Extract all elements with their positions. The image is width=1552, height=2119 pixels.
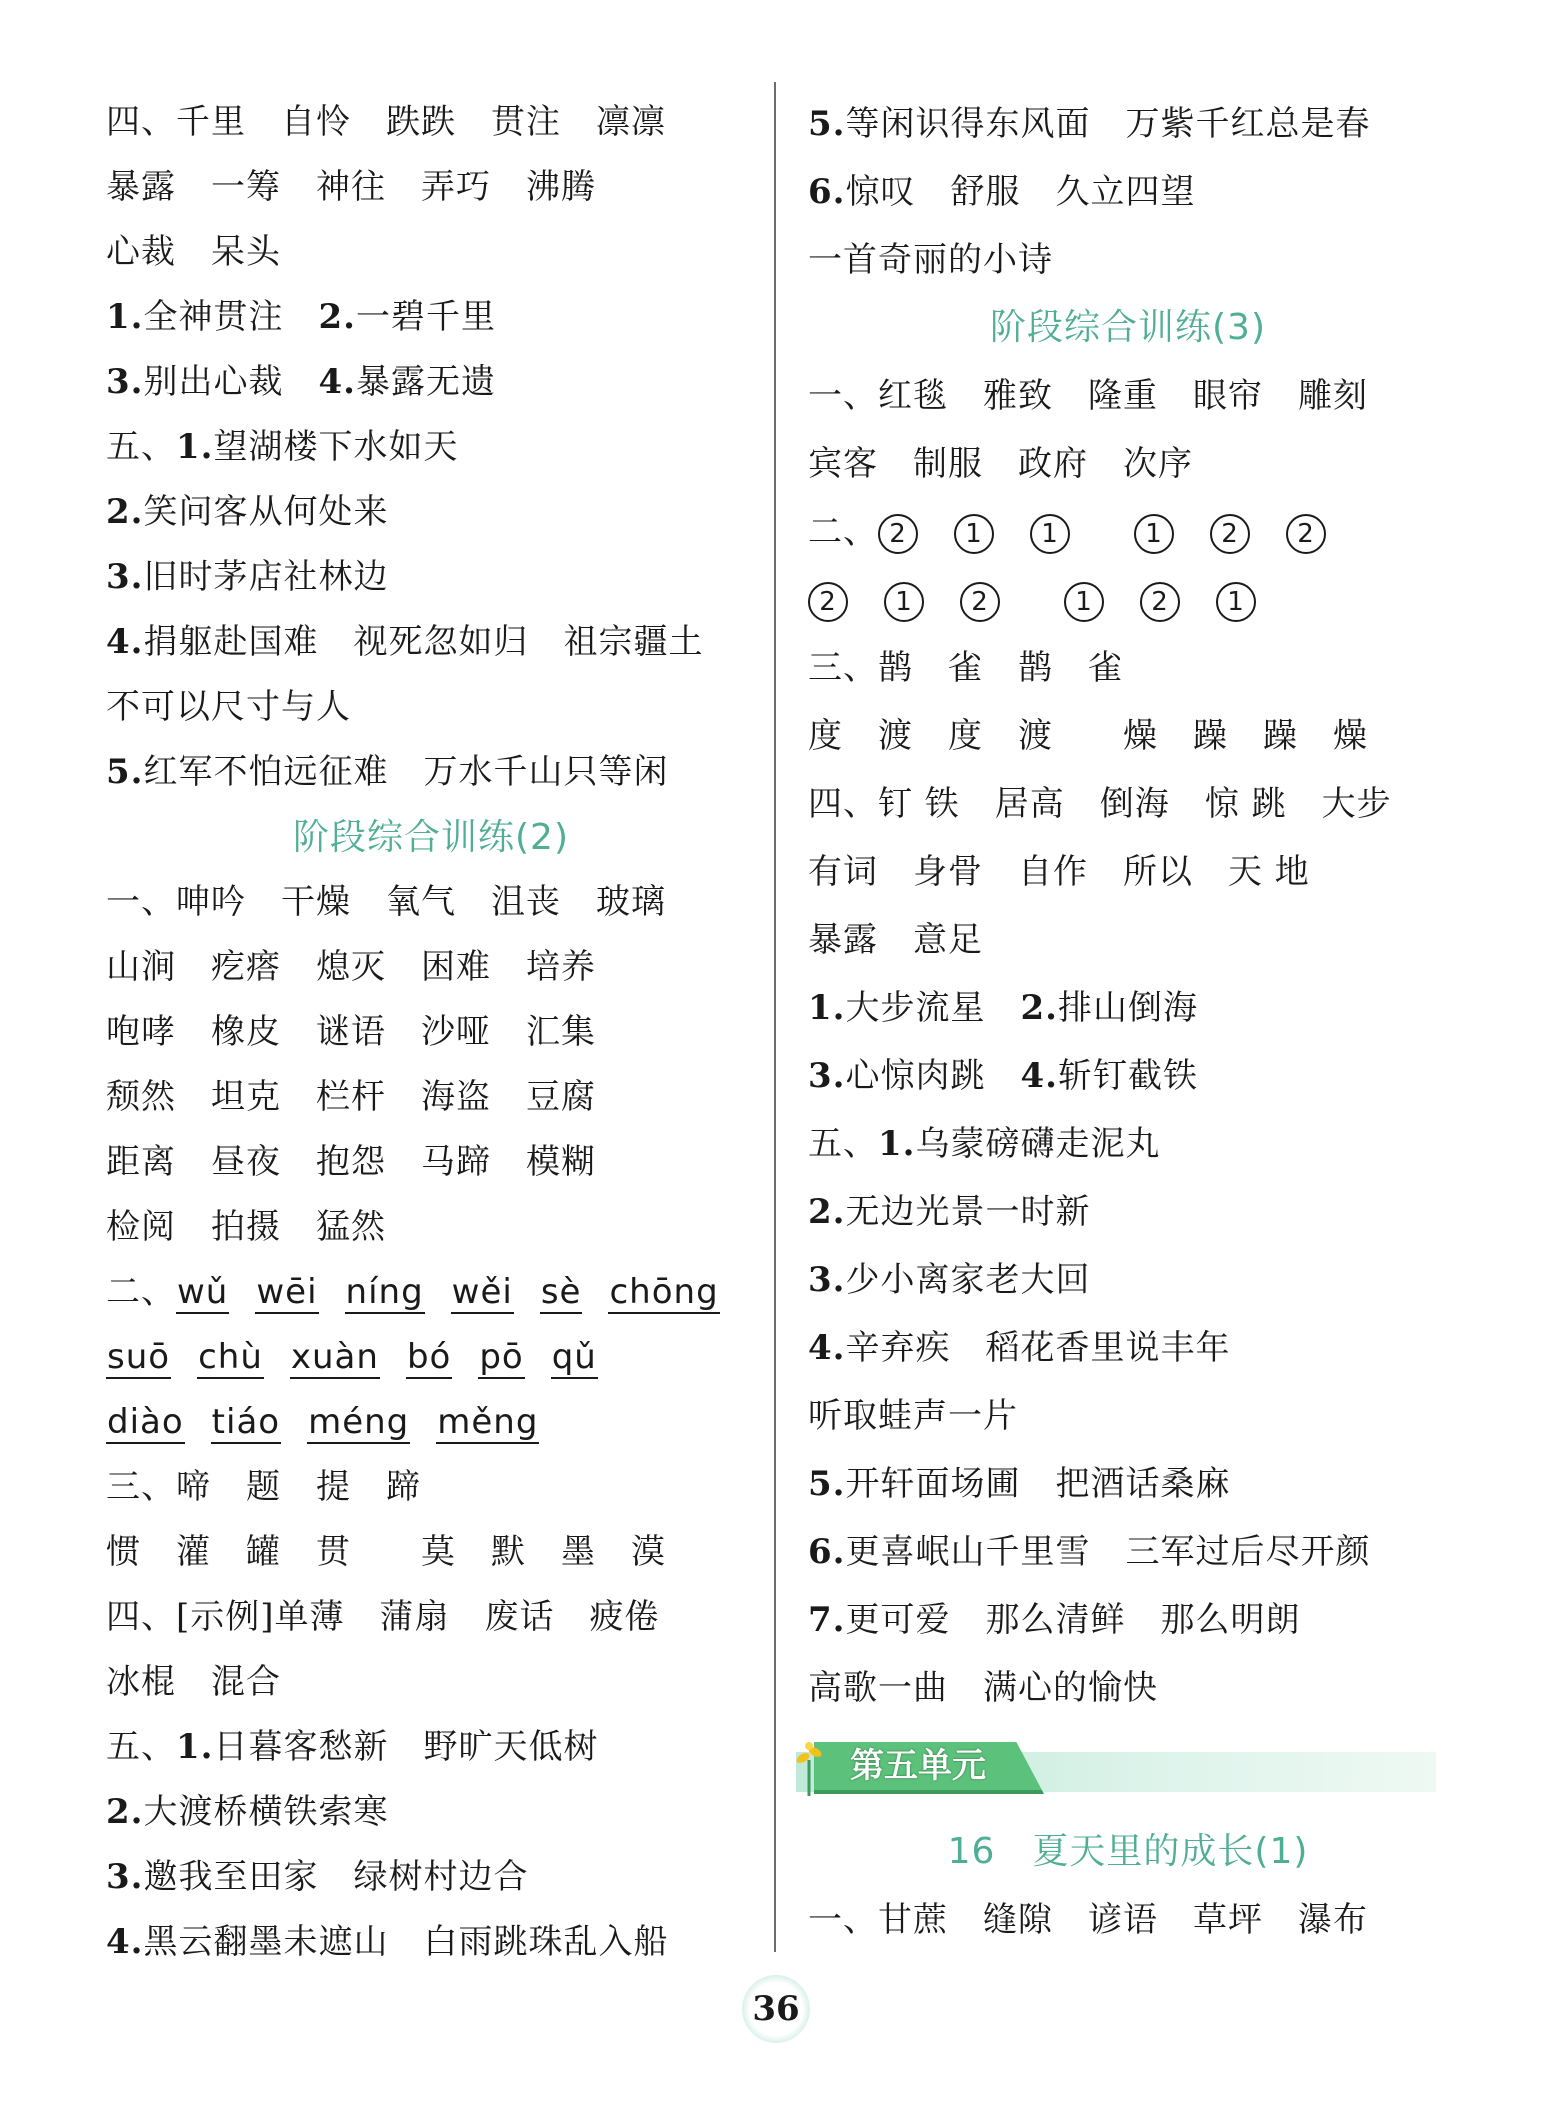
pinyin: tiáo xyxy=(211,1402,281,1442)
answer-line: 度 渡 度 渡 燥 躁 躁 燥 xyxy=(808,716,1368,756)
answer-line: 3.邀我至田家 绿树村边合 xyxy=(106,1857,529,1897)
answer-line: 四、钉 铁 居高 倒海 惊 跳 大步 xyxy=(808,784,1392,824)
section-heading-3: 阶段综合训练(3) xyxy=(990,307,1266,348)
pinyin: méng xyxy=(308,1402,410,1442)
sprout-icon xyxy=(796,1738,822,1798)
pinyin: chù xyxy=(198,1337,263,1377)
unit-title: 第五单元 xyxy=(850,1746,986,1786)
pinyin: suō xyxy=(107,1337,171,1377)
answer-line: 4.黑云翻墨未遮山 白雨跳珠乱入船 xyxy=(106,1922,669,1962)
answer-line: 4.捐躯赴国难 视死忽如归 祖宗疆土 xyxy=(106,622,704,662)
answer-line: 暴露 一筹 神往 弄巧 沸腾 xyxy=(106,167,596,207)
answer-line: 4.辛弃疾 稻花香里说丰年 xyxy=(808,1328,1231,1368)
pinyin: wǔ xyxy=(177,1272,229,1312)
answer-line: 检阅 拍摄 猛然 xyxy=(106,1207,386,1247)
answer-line: 三、鹊 雀 鹊 雀 xyxy=(808,648,1123,688)
circled-number-row xyxy=(808,566,1448,634)
answer-line: 5.开轩面场圃 把酒话桑麻 xyxy=(808,1464,1231,1504)
right-column xyxy=(808,90,1448,1954)
pinyin: pō xyxy=(479,1337,524,1377)
answer-line: 颓然 坦克 栏杆 海盗 豆腐 xyxy=(106,1077,596,1117)
page-number: 36 xyxy=(742,1975,810,2043)
answer-line: 一、甘蔗 缝隙 谚语 草坪 瀑布 xyxy=(808,1900,1368,1940)
answer-line: 四、[示例]单薄 蒲扇 废话 疲倦 xyxy=(106,1597,660,1637)
pinyin: měng xyxy=(437,1402,539,1442)
answer-line: 四、千里 自怜 跌跌 贯注 凛凛 xyxy=(106,102,666,142)
answer-line: 五、1.日暮客愁新 野旷天低树 xyxy=(106,1727,599,1767)
pinyin: wēi xyxy=(256,1272,318,1312)
answer-line: 2.大渡桥横铁索寒 xyxy=(106,1792,389,1832)
pinyin: níng xyxy=(345,1272,424,1312)
answer-line: 高歌一曲 满心的愉快 xyxy=(808,1668,1158,1708)
pinyin: bó xyxy=(406,1337,452,1377)
answer-line: 心裁 呆头 xyxy=(106,232,281,272)
answer-line: 距离 昼夜 抱怨 马蹄 模糊 xyxy=(106,1142,596,1182)
answer-line: 7.更可爱 那么清鲜 那么明朗 xyxy=(808,1600,1301,1640)
section-heading-2: 阶段综合训练(2) xyxy=(293,817,569,858)
circled-number: 2 xyxy=(878,514,918,554)
circled-number: 2 xyxy=(1286,514,1326,554)
answer-line: 2.笑问客从何处来 xyxy=(106,492,389,532)
answer-line: 2.无边光景一时新 xyxy=(808,1192,1091,1232)
answer-line: 五、1.乌蒙磅礴走泥丸 xyxy=(808,1124,1161,1164)
answer-line: 1.全神贯注 2.一碧千里 xyxy=(106,297,496,337)
lesson-title: 16 夏天里的成长(1) xyxy=(947,1831,1309,1872)
answer-line: 冰棍 混合 xyxy=(106,1662,281,1702)
answer-line: 1.大步流星 2.排山倒海 xyxy=(808,988,1198,1028)
answer-line: 惯 灌 罐 贯 莫 默 墨 漠 xyxy=(106,1532,666,1572)
pinyin: wěi xyxy=(451,1272,513,1312)
pinyin: diào xyxy=(107,1402,184,1442)
circled-number: 1 xyxy=(1216,582,1256,622)
left-column xyxy=(106,90,756,1975)
answer-line: 听取蛙声一片 xyxy=(808,1396,1018,1436)
circled-number: 2 xyxy=(1140,582,1180,622)
answer-line: 有词 身骨 自作 所以 天 地 xyxy=(808,852,1310,892)
circled-number: 1 xyxy=(1030,514,1070,554)
circled-number: 1 xyxy=(1064,582,1104,622)
answer-line: 3.别出心裁 4.暴露无遗 xyxy=(106,362,496,402)
answer-line: 5.红军不怕远征难 万水千山只等闲 xyxy=(106,752,669,792)
answer-line: 咆哮 橡皮 谜语 沙哑 汇集 xyxy=(106,1012,596,1052)
answer-line: 6.更喜岷山千里雪 三军过后尽开颜 xyxy=(808,1532,1371,1572)
circled-number: 1 xyxy=(884,582,924,622)
answer-line: 3.心惊肉跳 4.斩钉截铁 xyxy=(808,1056,1198,1096)
pinyin: qǔ xyxy=(551,1337,597,1377)
circled-number: 2 xyxy=(808,582,848,622)
answer-line: 五、1.望湖楼下水如天 xyxy=(106,427,459,467)
pinyin-row: 二、wǔ wēi níng wěi sè chōng xyxy=(106,1272,719,1312)
circled-number-row: 二、 2 1 1 1 2 2 xyxy=(808,498,1448,566)
unit-banner xyxy=(796,1738,1436,1804)
answer-line: 5.等闲识得东风面 万紫千红总是春 xyxy=(808,104,1371,144)
circled-number: 2 xyxy=(960,582,1000,622)
pinyin: chōng xyxy=(609,1272,719,1312)
pinyin-row xyxy=(106,1390,756,1455)
answer-line: 宾客 制服 政府 次序 xyxy=(808,444,1193,484)
answer-line: 一、呻吟 干燥 氧气 沮丧 玻璃 xyxy=(106,882,666,922)
answer-line: 一首奇丽的小诗 xyxy=(808,240,1053,280)
answer-line: 山涧 疙瘩 熄灭 困难 培养 xyxy=(106,947,596,987)
answer-line: 3.旧时茅店社林边 xyxy=(106,557,389,597)
circled-number: 2 xyxy=(1210,514,1250,554)
answer-line: 一、红毯 雅致 隆重 眼帘 雕刻 xyxy=(808,376,1368,416)
column-divider xyxy=(774,82,776,1952)
circled-number: 1 xyxy=(954,514,994,554)
pinyin: sè xyxy=(540,1272,582,1312)
answer-line: 不可以尺寸与人 xyxy=(106,687,351,727)
pinyin: xuàn xyxy=(290,1337,379,1377)
answer-line: 三、啼 题 提 蹄 xyxy=(106,1467,421,1507)
pinyin-row xyxy=(106,1325,756,1390)
circled-number: 1 xyxy=(1134,514,1174,554)
answer-line: 6.惊叹 舒服 久立四望 xyxy=(808,172,1196,212)
answer-line: 暴露 意足 xyxy=(808,920,983,960)
answer-line: 3.少小离家老大回 xyxy=(808,1260,1091,1300)
